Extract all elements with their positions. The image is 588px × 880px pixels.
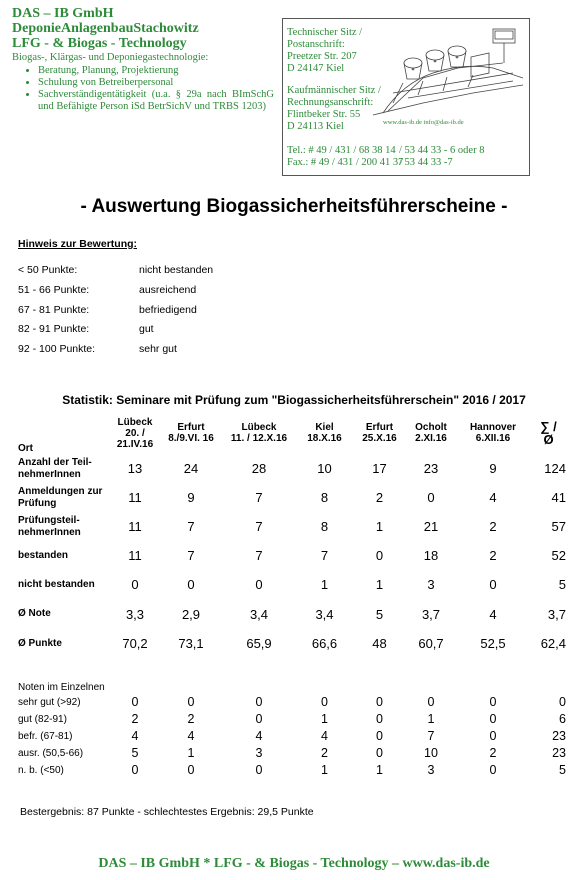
table-cell: 7 xyxy=(187,548,195,563)
grade-cell: 2 xyxy=(321,746,328,760)
tech-address-line: D 24147 Kiel xyxy=(287,63,345,74)
table-cell: 8 xyxy=(320,519,329,534)
column-header xyxy=(459,412,527,454)
grade-cell: 1 xyxy=(187,746,195,760)
table-row xyxy=(18,629,570,658)
company-tagline: Biogas-, Klärgas- und Deponiegastechnologie: xyxy=(12,52,209,63)
table-cell: 18 xyxy=(423,548,439,563)
column-place: Lübeck xyxy=(117,416,153,428)
table-cell: 0 xyxy=(427,490,435,505)
company-name: DAS – IB GmbH xyxy=(12,6,114,21)
comm-address-line: Rechnungsanschrift: xyxy=(287,97,374,108)
column-date: 20. / 21.IV.16 xyxy=(116,427,154,450)
table-cell: 48 xyxy=(372,636,387,651)
table-cell: 11 xyxy=(128,548,142,563)
grade-cell: 1 xyxy=(427,712,435,726)
grade-cell: 0 xyxy=(427,695,435,709)
grade-cell: 0 xyxy=(489,729,497,743)
row-label: nicht bestanden xyxy=(18,578,95,590)
biogas-plant-illustration-icon xyxy=(363,23,529,123)
table-cell: 57 xyxy=(551,519,566,534)
grade-cell: 3 xyxy=(255,746,263,760)
grade-cell: 5 xyxy=(559,763,566,777)
table-cell: 124 xyxy=(544,461,566,476)
table-cell: 11 xyxy=(128,490,142,505)
company-fullname: DeponieAnlagenbauStachowitz xyxy=(12,21,199,36)
grade-cell: 0 xyxy=(376,746,383,760)
grade-row xyxy=(18,728,570,745)
column-header xyxy=(403,412,459,454)
column-place: Erfurt xyxy=(177,422,205,433)
grade-cell: 4 xyxy=(255,729,263,743)
empty-cell xyxy=(113,658,570,694)
table-cell: 0 xyxy=(375,548,384,563)
document-title: - Auswertung Biogassicherheitsführerscheine - xyxy=(80,196,508,217)
column-date: 8./9.VI. 16 xyxy=(168,433,214,444)
grade-cell: 5 xyxy=(131,746,139,760)
comm-address-line: D 24113 Kiel xyxy=(287,121,344,132)
table-cell: 28 xyxy=(251,461,267,476)
grade-cell: 0 xyxy=(255,763,263,777)
column-place: Ocholt xyxy=(415,422,447,433)
table-cell: 7 xyxy=(187,519,195,534)
service-item: • Schulung von Betreiberpersonal xyxy=(38,77,274,89)
grade-label: befr. (67-81) xyxy=(18,730,73,742)
grading-row xyxy=(18,264,318,276)
grade-cell: 0 xyxy=(255,712,263,726)
tech-address-line: Postanschrift: xyxy=(287,39,345,50)
grade-label: sehr gut (>92) xyxy=(18,696,81,708)
fax-number: Fax.: # 49 / 431 / 200 41 37 xyxy=(287,157,404,168)
grading-row xyxy=(18,284,318,296)
table-row xyxy=(18,512,570,541)
grade-cell: 2 xyxy=(489,746,497,760)
grade-cell: 0 xyxy=(489,763,497,777)
tel-number: Tel.: # 49 / 431 / 68 38 14 xyxy=(287,145,396,156)
grade-cell: 10 xyxy=(424,746,438,760)
table-cell: 52,5 xyxy=(480,636,506,651)
grade-label: gut (82-91) xyxy=(18,713,67,725)
web-email: www.das-ib.de info@das-ib.de xyxy=(383,119,464,126)
table-cell: 3,4 xyxy=(315,606,334,622)
column-header xyxy=(293,412,356,454)
column-date: 18.X.16 xyxy=(307,433,342,444)
grade-cell: 0 xyxy=(376,729,383,743)
address-box xyxy=(282,18,530,176)
grade-cell: 0 xyxy=(489,712,497,726)
grades-heading-row xyxy=(18,658,570,694)
table-cell: 5 xyxy=(375,606,384,622)
row-label: Ø Note xyxy=(18,608,51,619)
row-label: bestanden xyxy=(18,549,69,561)
table-cell: 2 xyxy=(489,548,497,563)
grade-row xyxy=(18,762,570,779)
column-place: Kiel xyxy=(315,422,334,433)
grade-cell: 4 xyxy=(187,729,195,743)
table-cell: 0 xyxy=(131,577,139,592)
grade-cell: 0 xyxy=(255,695,263,709)
table-cell: 0 xyxy=(187,577,195,592)
table-cell: 7 xyxy=(255,548,263,563)
table-cell: 7 xyxy=(255,490,263,505)
column-header xyxy=(157,412,225,454)
column-place: Lübeck xyxy=(241,422,277,433)
grades-body xyxy=(18,694,570,779)
table-cell: 0 xyxy=(255,577,263,592)
grade-cell: 1 xyxy=(321,712,328,726)
table-cell: 66,6 xyxy=(311,636,338,651)
table-cell: 17 xyxy=(372,461,387,476)
table-cell: 52 xyxy=(551,548,566,563)
table-cell: 1 xyxy=(375,519,384,534)
grade-label: n. b. (<50) xyxy=(18,764,64,776)
column-date: 2.XI.16 xyxy=(415,433,447,444)
service-item: • Beratung, Planung, Projektierung xyxy=(38,65,274,77)
table-cell: 60,7 xyxy=(418,636,444,651)
column-date: Ø xyxy=(543,432,554,447)
grading-result: sehr gut xyxy=(139,343,177,355)
table-cell: 2,9 xyxy=(181,606,201,622)
column-header-ort: Ort xyxy=(18,443,33,454)
table-cell: 23 xyxy=(423,461,439,476)
column-date: 6.XII.16 xyxy=(475,433,511,444)
table-cell: 1 xyxy=(375,577,384,592)
table-cell: 70,2 xyxy=(122,636,148,651)
service-item: • Sachverständigentätigkeit (u.a. § 29a nach BImSchG und Befähigte Person iSd BetrSichV und TRBS 1203) xyxy=(38,89,274,113)
table-cell: 13 xyxy=(127,461,143,476)
grade-cell: 4 xyxy=(321,729,328,743)
table-cell: 7 xyxy=(320,548,329,563)
grading-note xyxy=(18,238,214,355)
table-row xyxy=(18,483,570,512)
grade-cell: 0 xyxy=(187,695,195,709)
column-header xyxy=(225,412,293,454)
row-label: Ø Punkte xyxy=(18,637,62,649)
column-header xyxy=(356,412,403,454)
table-cell: 3,7 xyxy=(421,606,441,622)
table-cell: 8 xyxy=(320,490,329,505)
grading-result: nicht bestanden xyxy=(139,264,214,276)
grade-label: ausr. (50,5-66) xyxy=(18,747,84,759)
grading-result: ausreichend xyxy=(139,284,197,296)
grade-cell: 0 xyxy=(187,763,195,777)
grading-range: 82 - 91 Punkte: xyxy=(18,323,90,335)
grading-note-heading: Hinweis zur Bewertung: xyxy=(18,238,138,250)
row-label: Anzahl der Teil- nehmerInnen xyxy=(18,456,92,480)
table-cell: 3,4 xyxy=(249,606,269,622)
table-cell: 24 xyxy=(183,461,199,476)
company-slogan: LFG - & Biogas - Technology xyxy=(12,36,187,51)
table-cell: 2 xyxy=(375,490,384,505)
table-cell: 4 xyxy=(489,490,497,505)
grading-range: 67 - 81 Punkte: xyxy=(18,304,90,316)
grading-row xyxy=(18,304,318,316)
column-place: Erfurt xyxy=(365,422,394,433)
table-cell: 62,4 xyxy=(540,636,566,651)
grade-cell: 2 xyxy=(131,712,139,726)
grade-cell: 23 xyxy=(552,746,566,760)
grade-cell: 23 xyxy=(552,729,566,743)
grade-cell: 0 xyxy=(559,695,566,709)
column-date: 25.X.16 xyxy=(362,433,397,444)
grade-cell: 6 xyxy=(559,712,566,726)
table-row xyxy=(18,454,570,483)
table-cell: 9 xyxy=(187,490,195,505)
services-list xyxy=(12,65,274,113)
table-cell: 65,9 xyxy=(246,636,272,651)
grade-cell: 0 xyxy=(131,695,139,709)
table-cell: 9 xyxy=(489,461,497,476)
grade-cell: 2 xyxy=(187,712,195,726)
table-cell: 7 xyxy=(255,519,263,534)
table-cell: 0 xyxy=(489,577,497,592)
grading-row xyxy=(18,343,318,355)
grades-heading: Noten im Einzelnen xyxy=(18,682,105,693)
grading-range: 51 - 66 Punkte: xyxy=(18,284,90,296)
grade-cell: 7 xyxy=(427,729,435,743)
column-place: Hannover xyxy=(469,422,517,433)
table-cell: 3 xyxy=(427,577,435,592)
grade-cell: 0 xyxy=(321,695,328,709)
grading-row xyxy=(18,323,318,335)
footer: DAS – IB GmbH * LFG - & Biogas - Technology – www.das-ib.de xyxy=(98,856,490,871)
company-block xyxy=(12,6,274,113)
grade-row xyxy=(18,745,570,762)
best-result: Bestergebnis: 87 Punkte - schlechtestes Ergebnis: 29,5 Punkte xyxy=(20,806,314,818)
table-cell: 73,1 xyxy=(178,636,204,651)
statistics-table xyxy=(18,412,570,779)
table-cell: 1 xyxy=(320,577,329,592)
grade-cell: 1 xyxy=(376,763,383,777)
tech-address-line: Technischer Sitz / xyxy=(287,27,363,38)
table-cell: 41 xyxy=(551,490,566,505)
grade-cell: 3 xyxy=(427,763,435,777)
table-row xyxy=(18,541,570,570)
table-cell: 5 xyxy=(558,577,566,592)
comm-address-line: Kaufmännischer Sitz / xyxy=(287,85,381,96)
table-cell: 3,7 xyxy=(547,606,566,622)
grading-result: befriedigend xyxy=(139,304,197,316)
table-header-row xyxy=(18,412,570,454)
comm-address-line: Flintbeker Str. 55 xyxy=(287,109,361,120)
grade-cell: 4 xyxy=(131,729,139,743)
fax-extension: / 53 44 33 -7 xyxy=(399,157,453,168)
grading-result: gut xyxy=(139,323,154,335)
grade-cell: 0 xyxy=(376,712,383,726)
table-cell: 11 xyxy=(128,519,142,534)
table-cell: 4 xyxy=(489,606,497,622)
column-place: ∑ / xyxy=(540,419,557,434)
grade-row xyxy=(18,711,570,728)
grading-range: 92 - 100 Punkte: xyxy=(18,343,96,355)
column-date: 11. / 12.X.16 xyxy=(230,433,288,444)
row-label: Prüfungsteil- nehmerInnen xyxy=(18,514,81,538)
column-header xyxy=(113,412,157,454)
grade-cell: 0 xyxy=(376,695,383,709)
phone-block xyxy=(287,145,527,169)
statistics-body xyxy=(18,454,570,658)
grade-cell: 0 xyxy=(489,695,497,709)
table-cell: 2 xyxy=(489,519,497,534)
table-cell: 21 xyxy=(423,519,439,534)
tech-address-line: Preetzer Str. 207 xyxy=(287,51,357,62)
table-row xyxy=(18,570,570,599)
column-header-sum xyxy=(527,412,570,454)
grading-range: < 50 Punkte: xyxy=(18,264,78,276)
row-label: Anmeldungen zur Prüfung xyxy=(18,485,103,509)
table-cell: 10 xyxy=(317,461,332,476)
grade-cell: 0 xyxy=(131,763,139,777)
statistics-title: Statistik: Seminare mit Prüfung zum "Biogassicherheitsführerschein" 2016 / 2017 xyxy=(62,393,526,407)
table-cell: 3,3 xyxy=(125,606,145,622)
tel-extension: / 53 44 33 - 6 oder 8 xyxy=(399,145,485,156)
grade-row xyxy=(18,694,570,711)
grade-cell: 1 xyxy=(321,763,328,777)
table-row xyxy=(18,599,570,629)
